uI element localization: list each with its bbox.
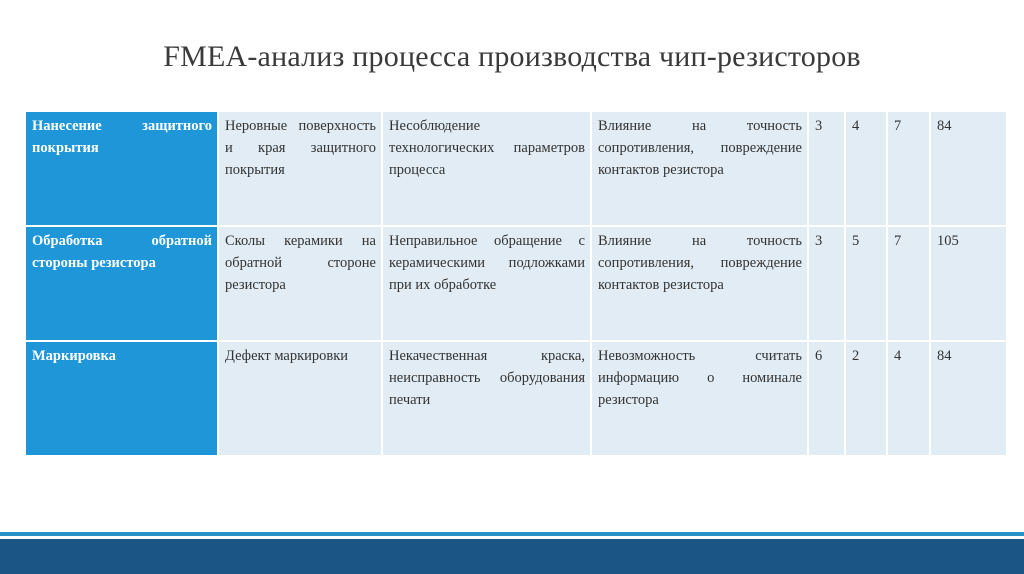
table-row (26, 342, 1006, 455)
process-step-cell: Нанесение защитного покрытия (26, 112, 217, 225)
failure-mode-cell: Сколы керамики на обратной стороне резистора (219, 227, 381, 340)
failure-effect-cell: Влияние на точность сопротивления, повреждение контактов резистора (592, 227, 807, 340)
severity-cell: 3 (809, 227, 844, 340)
failure-cause-cell: Несоблюдение технологических параметров процесса (383, 112, 590, 225)
failure-mode-cell: Неровные поверхность и края защитного покрытия (219, 112, 381, 225)
failure-mode-cell: Дефект маркировки (219, 342, 381, 455)
occurrence-cell: 2 (846, 342, 886, 455)
occurrence-cell: 5 (846, 227, 886, 340)
failure-effect-cell: Невозможность считать информацию о номинале резистора (592, 342, 807, 455)
failure-cause-cell: Неправильное обращение с керамическими подложками при их обработке (383, 227, 590, 340)
failure-effect-cell: Влияние на точность сопротивления, повреждение контактов резистора (592, 112, 807, 225)
footer-accent-stripe (0, 532, 1024, 536)
footer-band (0, 539, 1024, 574)
detection-cell: 7 (888, 112, 929, 225)
process-step-cell: Маркировка (26, 342, 217, 455)
table-row (26, 112, 1006, 225)
table-row (26, 227, 1006, 340)
detection-cell: 7 (888, 227, 929, 340)
severity-cell: 6 (809, 342, 844, 455)
rpn-cell: 105 (931, 227, 1006, 340)
process-step-cell: Обработка обратной стороны резистора (26, 227, 217, 340)
detection-cell: 4 (888, 342, 929, 455)
rpn-cell: 84 (931, 342, 1006, 455)
slide-title: FMEA-анализ процесса производства чип-резисторов (163, 40, 861, 73)
fmea-table (24, 110, 1008, 457)
failure-cause-cell: Некачественная краска, неисправность оборудования печати (383, 342, 590, 455)
rpn-cell: 84 (931, 112, 1006, 225)
occurrence-cell: 4 (846, 112, 886, 225)
severity-cell: 3 (809, 112, 844, 225)
